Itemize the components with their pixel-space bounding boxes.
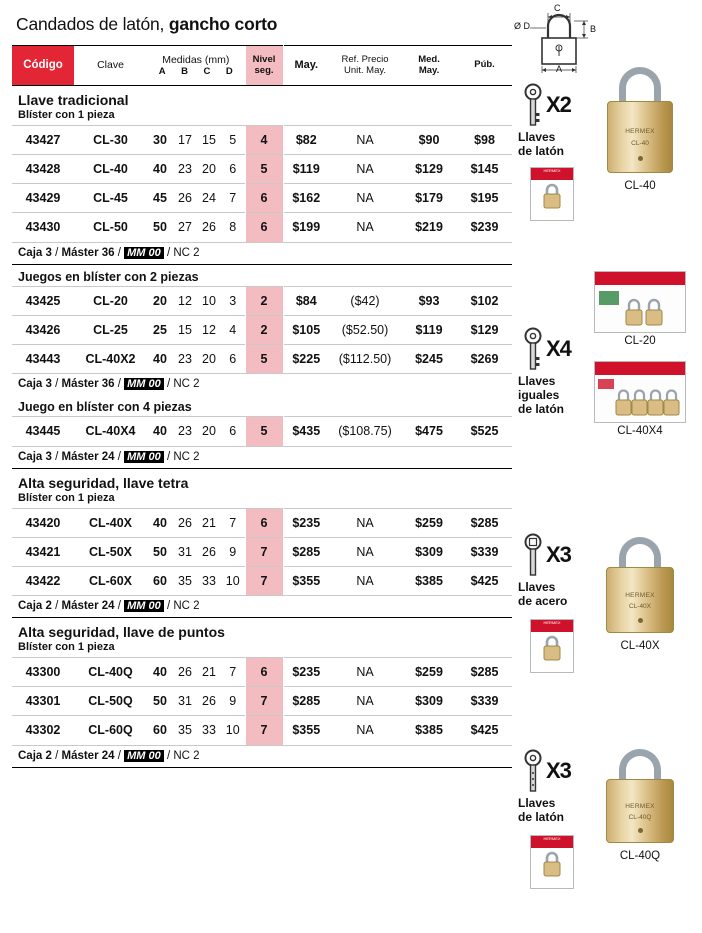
cell-med-may: $309 bbox=[401, 687, 457, 716]
product-caption: CL-40X bbox=[620, 640, 660, 652]
cell-a: 60 bbox=[147, 566, 173, 595]
cell-a: 60 bbox=[147, 716, 173, 745]
header-may: May. bbox=[283, 46, 329, 86]
cell-b: 12 bbox=[173, 286, 197, 315]
cell-codigo: 43427 bbox=[12, 126, 74, 155]
keys-count: X3 bbox=[546, 542, 571, 567]
cell-clave: CL-45 bbox=[74, 184, 147, 213]
side-block-2 bbox=[512, 263, 690, 515]
cell-a: 40 bbox=[147, 155, 173, 184]
cell-d: 6 bbox=[221, 155, 245, 184]
header-ref-l2: Unit. May. bbox=[344, 64, 387, 76]
cell-med-may: $93 bbox=[401, 286, 457, 315]
cell-d: 7 bbox=[221, 184, 245, 213]
nc-value: NC 2 bbox=[173, 600, 200, 612]
cell-d: 4 bbox=[221, 315, 245, 344]
keys-label-line2: de latón bbox=[518, 809, 565, 824]
cell-c: 20 bbox=[197, 344, 221, 373]
cell-clave: CL-60X bbox=[74, 566, 147, 595]
cell-codigo: 43429 bbox=[12, 184, 74, 213]
packaging-info: Caja 3 / Máster 36 / MM 00 / NC 2 bbox=[12, 373, 512, 395]
cell-c: 20 bbox=[197, 417, 221, 446]
cell-codigo: 43300 bbox=[12, 658, 74, 687]
product-brand: HERMEX bbox=[625, 592, 655, 599]
product-caption-top: CL-20 bbox=[624, 335, 656, 347]
cell-clave: CL-60Q bbox=[74, 716, 147, 745]
cell-med-may: $179 bbox=[401, 184, 457, 213]
product-image-cl40x bbox=[606, 537, 674, 633]
cell-may: $285 bbox=[283, 687, 329, 716]
header-med-l1: Med. bbox=[418, 53, 440, 65]
header-dim-a: A bbox=[158, 66, 166, 78]
cell-nivel: 7 bbox=[245, 537, 283, 566]
cell-may: $105 bbox=[283, 315, 329, 344]
header-codigo: Código bbox=[12, 46, 74, 86]
cell-nivel: 5 bbox=[245, 417, 283, 446]
cell-nivel: 7 bbox=[245, 716, 283, 745]
cell-ref: ($52.50) bbox=[329, 315, 401, 344]
section-rows bbox=[12, 508, 512, 596]
section-subheading: Blíster con 1 pieza bbox=[18, 641, 115, 653]
section-subheading: Blíster con 1 pieza bbox=[18, 491, 115, 504]
product-image-cl40 bbox=[607, 67, 673, 173]
product-caption: CL-40Q bbox=[619, 850, 661, 862]
mm-badge: MM 00 bbox=[124, 750, 164, 762]
cell-pub: $195 bbox=[457, 184, 512, 213]
cell-c: 33 bbox=[197, 566, 221, 595]
table-row[interactable] bbox=[12, 344, 512, 373]
keys-label-line1: Llaves bbox=[518, 580, 556, 594]
table-row[interactable] bbox=[12, 286, 512, 315]
key-icon bbox=[522, 327, 544, 371]
section-heading: Alta seguridad, llave tetra bbox=[18, 474, 189, 491]
master-value: Máster 24 bbox=[61, 600, 115, 612]
cell-codigo: 43428 bbox=[12, 155, 74, 184]
keys-count: X2 bbox=[546, 92, 571, 117]
cell-pub: $239 bbox=[457, 213, 512, 242]
blister-thumbnail: HERMEX bbox=[512, 167, 592, 221]
table-row[interactable] bbox=[12, 315, 512, 344]
diagram-label-a: A bbox=[556, 64, 563, 74]
cell-d: 10 bbox=[221, 716, 245, 745]
cell-pub: $102 bbox=[457, 286, 512, 315]
packaging-info: Caja 2 / Máster 24 / MM 00 / NC 2 bbox=[12, 595, 512, 617]
product-brand: HERMEX bbox=[625, 803, 655, 810]
cell-may: $199 bbox=[283, 213, 329, 242]
cell-ref: ($108.75) bbox=[329, 417, 401, 446]
table-row[interactable] bbox=[12, 508, 512, 537]
cell-med-may: $259 bbox=[401, 508, 457, 537]
section-llave-tradicional bbox=[12, 86, 512, 265]
nc-value: NC 2 bbox=[173, 749, 200, 762]
page-title-plain: Candados de latón, bbox=[16, 14, 169, 34]
padlock-pair-icon bbox=[595, 285, 685, 331]
cell-b: 35 bbox=[173, 716, 197, 745]
cell-pub: $129 bbox=[457, 315, 512, 344]
cell-ref: NA bbox=[329, 508, 401, 537]
header-nivel-l1: Nivel bbox=[252, 53, 276, 65]
cell-ref: NA bbox=[329, 155, 401, 184]
cell-a: 40 bbox=[147, 417, 173, 446]
cell-d: 10 bbox=[221, 566, 245, 595]
table-row[interactable] bbox=[12, 537, 512, 566]
product-model: CL-40 bbox=[631, 140, 649, 147]
table-row[interactable] bbox=[12, 566, 512, 595]
diagram-label-b: B bbox=[590, 24, 597, 34]
cell-ref: NA bbox=[329, 687, 401, 716]
keys-label-line2: de latón bbox=[518, 143, 565, 158]
cell-d: 7 bbox=[221, 508, 245, 537]
cell-may: $82 bbox=[283, 126, 329, 155]
cell-may: $435 bbox=[283, 417, 329, 446]
cell-c: 21 bbox=[197, 508, 221, 537]
cell-codigo: 43425 bbox=[12, 286, 74, 315]
keys-count: X4 bbox=[546, 336, 571, 361]
cell-clave: CL-40Q bbox=[74, 658, 147, 687]
cell-med-may: $129 bbox=[401, 155, 457, 184]
cell-clave: CL-40X4 bbox=[74, 417, 147, 446]
cell-may: $235 bbox=[283, 508, 329, 537]
caja-value: Caja 3 bbox=[18, 246, 52, 259]
cell-may: $225 bbox=[283, 344, 329, 373]
cell-pub: $425 bbox=[457, 566, 512, 595]
cell-clave: CL-30 bbox=[74, 126, 147, 155]
cell-ref: NA bbox=[329, 716, 401, 745]
cell-codigo: 43445 bbox=[12, 417, 74, 446]
cell-ref: NA bbox=[329, 566, 401, 595]
nc-value: NC 2 bbox=[173, 450, 200, 463]
cell-nivel: 6 bbox=[245, 213, 283, 242]
cell-clave: CL-50 bbox=[74, 213, 147, 242]
cell-c: 10 bbox=[197, 286, 221, 315]
cell-may: $355 bbox=[283, 566, 329, 595]
cell-a: 40 bbox=[147, 508, 173, 537]
section-rows-2 bbox=[12, 416, 512, 446]
cell-pub: $98 bbox=[457, 126, 512, 155]
header-pub: Púb. bbox=[457, 46, 512, 86]
section-heading: Llave tradicional bbox=[18, 92, 129, 108]
header-nivel-l2: seg. bbox=[254, 64, 274, 76]
cell-med-may: $385 bbox=[401, 566, 457, 595]
cell-nivel: 5 bbox=[245, 155, 283, 184]
nc-value: NC 2 bbox=[173, 246, 200, 259]
cell-ref: NA bbox=[329, 213, 401, 242]
cell-d: 9 bbox=[221, 687, 245, 716]
header-ref-l1: Ref. Precio bbox=[341, 53, 389, 65]
cell-pub: $285 bbox=[457, 658, 512, 687]
illustration-column bbox=[512, 45, 690, 933]
cell-pub: $145 bbox=[457, 155, 512, 184]
cell-a: 50 bbox=[147, 213, 173, 242]
cell-codigo: 43426 bbox=[12, 315, 74, 344]
cell-nivel: 5 bbox=[245, 344, 283, 373]
section-subheading: Blíster con 1 pieza bbox=[18, 109, 115, 121]
caja-value: Caja 2 bbox=[18, 749, 52, 762]
keys-count: X3 bbox=[546, 758, 571, 783]
product-caption: CL-40 bbox=[624, 180, 656, 192]
cell-nivel: 4 bbox=[245, 126, 283, 155]
table-row[interactable] bbox=[12, 126, 512, 155]
section-llave-tetra bbox=[12, 469, 512, 619]
cell-a: 30 bbox=[147, 126, 173, 155]
cell-pub: $425 bbox=[457, 716, 512, 745]
cell-b: 35 bbox=[173, 566, 197, 595]
cell-b: 23 bbox=[173, 417, 197, 446]
blister-cl40x4 bbox=[594, 361, 686, 423]
keys-label-line1: Llaves bbox=[518, 374, 556, 388]
keys-label-line2: iguales bbox=[518, 387, 560, 402]
header-dim-d: D bbox=[225, 66, 233, 78]
cell-pub: $339 bbox=[457, 687, 512, 716]
side-block-4 bbox=[512, 733, 690, 933]
cell-c: 26 bbox=[197, 213, 221, 242]
cell-med-may: $259 bbox=[401, 658, 457, 687]
section-heading-2: Juego en blíster con 4 piezas bbox=[18, 400, 192, 414]
table-row[interactable] bbox=[12, 155, 512, 184]
cell-codigo: 43420 bbox=[12, 508, 74, 537]
header-nivel bbox=[245, 46, 283, 86]
cell-a: 50 bbox=[147, 687, 173, 716]
cell-med-may: $119 bbox=[401, 315, 457, 344]
keys-label-line3: de latón bbox=[518, 401, 565, 416]
cell-b: 27 bbox=[173, 213, 197, 242]
section-heading: Juegos en blíster con 2 piezas bbox=[18, 269, 199, 284]
keys-label-line1: Llaves bbox=[518, 130, 556, 144]
caja-value: Caja 2 bbox=[18, 600, 52, 612]
cell-b: 26 bbox=[173, 508, 197, 537]
cell-codigo: 43301 bbox=[12, 687, 74, 716]
cell-pub: $269 bbox=[457, 344, 512, 373]
mm-badge: MM 00 bbox=[124, 378, 164, 390]
cell-c: 15 bbox=[197, 126, 221, 155]
product-image-cl40q bbox=[606, 749, 674, 843]
cell-c: 26 bbox=[197, 537, 221, 566]
cell-d: 6 bbox=[221, 344, 245, 373]
cell-b: 26 bbox=[173, 184, 197, 213]
cell-b: 15 bbox=[173, 315, 197, 344]
section-heading: Alta seguridad, llave de puntos bbox=[18, 624, 225, 640]
cell-pub: $339 bbox=[457, 537, 512, 566]
key-icon bbox=[522, 533, 544, 577]
cell-b: 31 bbox=[173, 687, 197, 716]
header-dim-b: B bbox=[181, 66, 188, 78]
content-wrap bbox=[12, 45, 690, 933]
cell-clave: CL-40 bbox=[74, 155, 147, 184]
cell-d: 6 bbox=[221, 417, 245, 446]
caja-value: Caja 3 bbox=[18, 378, 52, 390]
cell-pub: $285 bbox=[457, 508, 512, 537]
page-title-bold: gancho corto bbox=[168, 14, 278, 34]
cell-codigo: 43430 bbox=[12, 213, 74, 242]
cell-clave: CL-40X bbox=[74, 508, 147, 537]
packaging-info: Caja 3 / Máster 36 / MM 00 / NC 2 bbox=[12, 242, 512, 264]
cell-a: 20 bbox=[147, 286, 173, 315]
cell-b: 23 bbox=[173, 155, 197, 184]
cell-ref: NA bbox=[329, 184, 401, 213]
diagram-label-d: Ø D bbox=[514, 21, 531, 31]
product-model: CL-40X bbox=[628, 603, 652, 610]
keys-label-line1: Llaves bbox=[518, 796, 556, 810]
product-brand: HERMEX bbox=[625, 128, 655, 135]
cell-nivel: 7 bbox=[245, 687, 283, 716]
cell-d: 9 bbox=[221, 537, 245, 566]
table-header bbox=[12, 45, 512, 86]
cell-nivel: 6 bbox=[245, 508, 283, 537]
section-rows bbox=[12, 286, 512, 374]
mm-badge: MM 00 bbox=[124, 600, 164, 612]
table-row[interactable] bbox=[12, 213, 512, 242]
cell-ref: NA bbox=[329, 537, 401, 566]
cell-med-may: $245 bbox=[401, 344, 457, 373]
header-clave: Clave bbox=[74, 46, 147, 86]
cell-c: 21 bbox=[197, 658, 221, 687]
product-caption-bottom: CL-40X4 bbox=[617, 425, 663, 437]
cell-may: $285 bbox=[283, 537, 329, 566]
cell-clave: CL-25 bbox=[74, 315, 147, 344]
cell-a: 45 bbox=[147, 184, 173, 213]
cell-codigo: 43422 bbox=[12, 566, 74, 595]
blister-cl20 bbox=[594, 271, 686, 333]
cell-nivel: 7 bbox=[245, 566, 283, 595]
cell-may: $235 bbox=[283, 658, 329, 687]
cell-ref: NA bbox=[329, 126, 401, 155]
diagram-label-c: C bbox=[554, 3, 561, 13]
table-row[interactable] bbox=[12, 184, 512, 213]
master-value: Máster 36 bbox=[61, 246, 115, 259]
cell-b: 26 bbox=[173, 658, 197, 687]
key-icon bbox=[522, 83, 544, 127]
cell-c: 33 bbox=[197, 716, 221, 745]
mm-badge: MM 00 bbox=[124, 247, 164, 259]
cell-d: 8 bbox=[221, 213, 245, 242]
section-juegos-blister bbox=[12, 265, 512, 469]
cell-codigo: 43421 bbox=[12, 537, 74, 566]
section-rows bbox=[12, 657, 512, 745]
cell-d: 3 bbox=[221, 286, 245, 315]
cell-c: 26 bbox=[197, 687, 221, 716]
nc-value: NC 2 bbox=[173, 378, 200, 390]
padlock-icon bbox=[539, 849, 565, 879]
cell-nivel: 6 bbox=[245, 658, 283, 687]
cell-a: 40 bbox=[147, 658, 173, 687]
cell-c: 12 bbox=[197, 315, 221, 344]
header-dim-c: C bbox=[203, 66, 211, 78]
cell-c: 20 bbox=[197, 155, 221, 184]
cell-med-may: $475 bbox=[401, 417, 457, 446]
cell-may: $162 bbox=[283, 184, 329, 213]
side-block-1 bbox=[512, 45, 690, 263]
cell-nivel: 2 bbox=[245, 286, 283, 315]
cell-med-may: $219 bbox=[401, 213, 457, 242]
cell-nivel: 2 bbox=[245, 315, 283, 344]
cell-nivel: 6 bbox=[245, 184, 283, 213]
cell-ref: ($112.50) bbox=[329, 344, 401, 373]
cell-med-may: $309 bbox=[401, 537, 457, 566]
header-med-l2: May. bbox=[418, 64, 440, 76]
cell-may: $355 bbox=[283, 716, 329, 745]
keys-label-line2: de acero bbox=[518, 593, 568, 608]
cell-med-may: $385 bbox=[401, 716, 457, 745]
table-row[interactable] bbox=[12, 716, 512, 745]
mm-badge: MM 00 bbox=[124, 451, 164, 463]
blister-thumbnail: HERMEX bbox=[512, 619, 592, 673]
header-med-may bbox=[401, 46, 457, 86]
cell-a: 40 bbox=[147, 344, 173, 373]
cell-codigo: 43302 bbox=[12, 716, 74, 745]
cell-med-may: $90 bbox=[401, 126, 457, 155]
cell-clave: CL-20 bbox=[74, 286, 147, 315]
table-row[interactable] bbox=[12, 417, 512, 446]
cell-d: 5 bbox=[221, 126, 245, 155]
cell-a: 50 bbox=[147, 537, 173, 566]
padlock-quad-icon bbox=[595, 375, 685, 421]
cell-ref: NA bbox=[329, 658, 401, 687]
section-rows bbox=[12, 125, 512, 242]
table-row[interactable] bbox=[12, 658, 512, 687]
cell-b: 23 bbox=[173, 344, 197, 373]
master-value: Máster 36 bbox=[61, 378, 115, 390]
header-medidas bbox=[147, 46, 245, 86]
cell-clave: CL-50Q bbox=[74, 687, 147, 716]
header-medidas-title: Medidas (mm) bbox=[162, 53, 230, 66]
blister-thumbnail: HERMEX bbox=[512, 835, 592, 889]
cell-a: 25 bbox=[147, 315, 173, 344]
cell-pub: $525 bbox=[457, 417, 512, 446]
caja-value: Caja 3 bbox=[18, 450, 52, 463]
cell-b: 17 bbox=[173, 126, 197, 155]
price-table bbox=[12, 45, 512, 768]
product-model: CL-40Q bbox=[628, 814, 652, 821]
cell-clave: CL-40X2 bbox=[74, 344, 147, 373]
cell-ref: ($42) bbox=[329, 286, 401, 315]
cell-may: $84 bbox=[283, 286, 329, 315]
cell-c: 24 bbox=[197, 184, 221, 213]
packaging-info-2: Caja 3 / Máster 24 / MM 00 / NC 2 bbox=[12, 446, 512, 468]
table-row[interactable] bbox=[12, 687, 512, 716]
key-icon bbox=[522, 749, 544, 793]
cell-b: 31 bbox=[173, 537, 197, 566]
cell-d: 7 bbox=[221, 658, 245, 687]
cell-may: $119 bbox=[283, 155, 329, 184]
section-llave-puntos bbox=[12, 618, 512, 768]
padlock-icon bbox=[539, 181, 565, 211]
packaging-info: Caja 2 / Máster 24 / MM 00 / NC 2 bbox=[12, 745, 512, 767]
cell-clave: CL-50X bbox=[74, 537, 147, 566]
cell-codigo: 43443 bbox=[12, 344, 74, 373]
master-value: Máster 24 bbox=[61, 450, 115, 463]
master-value: Máster 24 bbox=[61, 749, 115, 762]
padlock-icon bbox=[539, 633, 565, 663]
side-block-3 bbox=[512, 515, 690, 733]
header-ref bbox=[329, 46, 401, 86]
